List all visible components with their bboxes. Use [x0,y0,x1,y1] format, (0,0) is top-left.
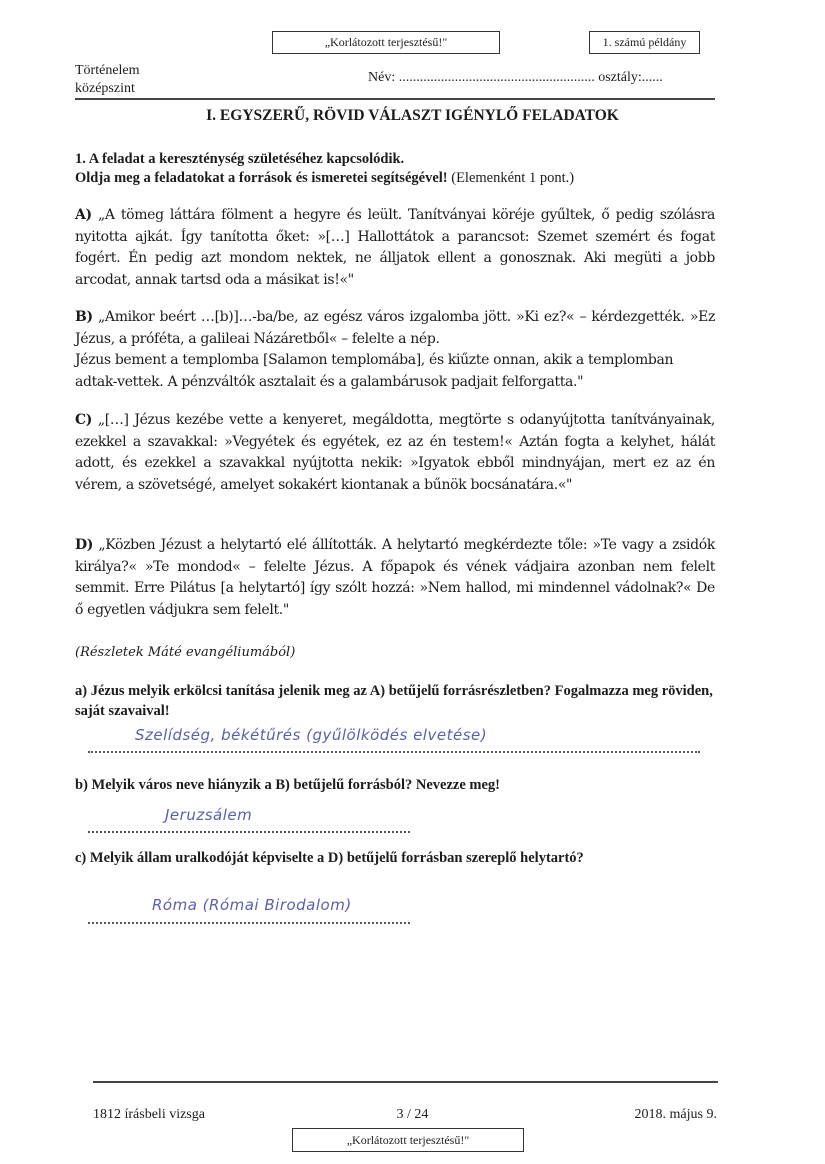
source-c-text: „[…] Jézus kezébe vette a kenyeret, megáldotta, megtörte s odanyújtotta tanítványainak, ezekkel a szavakkal: »Vegyétek és egyétek, ez az én testem!« Aztán fogta a kelyhet, hálát adott, és ezekkel a szavakkal nyújtotta nekik: »Igyatok ebből mindnyájan, mert ez az én vérem, a szövetségé, amelyet sokakért kiontanak a bűnök bocsánatára.«" [75,412,715,493]
source-a-text: „A tömeg láttára fölment a hegyre és leült. Tanítványai köréje gyűltek, ő pedig szólásra nyitotta ajkát. Így tanította őket: »[…] Hallottátok a parancsot: Szemet szemért és fogat fogért. Én pedig azt mondom nektek, ne álljatok ellent a gonosznak. Aki megüti a jobb arcodat, annak tartsd oda a másikat is!«" [75,207,715,288]
task-instruction: Oldja meg a feladatokat a források és ismeretei segítségével! [75,170,448,186]
source-c-label: C) [75,412,93,428]
source-d [75,535,715,621]
answer-c-handwriting: Róma (Római Birodalom) [152,896,352,914]
answer-a-line[interactable] [88,751,700,753]
source-a-label: A) [75,207,92,223]
answer-b-handwriting: Jeruzsálem [165,806,253,824]
exam-code: 1812 írásbeli vizsga [93,1107,205,1122]
subject-block [75,62,140,98]
subject-label: Történelem [75,63,140,78]
page-number: 3 / 24 [396,1107,429,1122]
restricted-distribution-box [272,31,500,54]
footer-divider [93,1081,718,1083]
copy-number-label: 1. számú példány [602,35,687,49]
restricted-distribution-label: „Korlátozott terjesztésű!" [324,35,448,49]
source-b [75,307,715,393]
footer-restricted-box [292,1128,524,1152]
exam-date: 2018. május 9. [634,1107,717,1122]
source-b-text: „Amikor beért …[b)]…-ba/be, az egész város izgalomba jött. »Ki ez?« – kérdezgették. »Ez Jézus, a próféta, a galileai Názáretből« – felelte a nép. [75,309,715,347]
footer-restricted-label: „Korlátozott terjesztésű!" [346,1133,470,1147]
answer-c-line[interactable] [88,922,410,924]
source-b-label: B) [75,309,93,325]
source-d-text: „Közben Jézust a helytartó elé állították. A helytartó megkérdezte tőle: »Te vagy a zsidók királya?« »Te mondod« – felelte Jézus. A főpapok és vének vádjaira azonban nem felelt semmit. Erre Pilátus [a helytartó] így szólt hozzá: »Nem hallod, mi mindennel vádolnak?« De ő egyetlen vádjukra sem felelt." [75,537,715,618]
source-c [75,410,715,496]
answer-b-line[interactable] [88,831,410,833]
task-title: 1. A feladat a kereszténység születéséhez kapcsolódik. [75,151,405,167]
source-note: (Részletek Máté evangéliumából) [75,645,296,660]
name-class-field[interactable]: Név: ........................................................ osztály:...... [368,70,663,85]
task-intro [75,150,715,188]
task-points: (Elemenként 1 pont.) [447,170,575,186]
header-divider [75,98,715,100]
source-b-text-2: Jézus bement a templomba [Salamon templomába], és kiűzte onnan, akik a templomban adtak-vettek. A pénzváltók asztalait és a galambárusok padjait felforgatta." [75,352,674,390]
source-a [75,205,715,291]
answer-a-handwriting: Szelídség, békétűrés (gyűlölködés elvetése) [135,726,488,744]
level-label: középszint [75,81,135,96]
section-title: I. EGYSZERŰ, RÖVID VÁLASZT IGÉNYLŐ FELADATOK [206,107,619,124]
source-d-label: D) [75,537,94,553]
question-a: a) Jézus melyik erkölcsi tanítása jelenik meg az A) betűjelű forrásrészletben? Fogalmazza meg röviden, saját szavaival! [75,683,713,719]
copy-number-box [589,31,700,54]
question-c: c) Melyik állam uralkodóját képviselte a D) betűjelű forrásban szereplő helytartó? [75,850,584,866]
question-b: b) Melyik város neve hiányzik a B) betűjelű forrásból? Nevezze meg! [75,777,501,793]
